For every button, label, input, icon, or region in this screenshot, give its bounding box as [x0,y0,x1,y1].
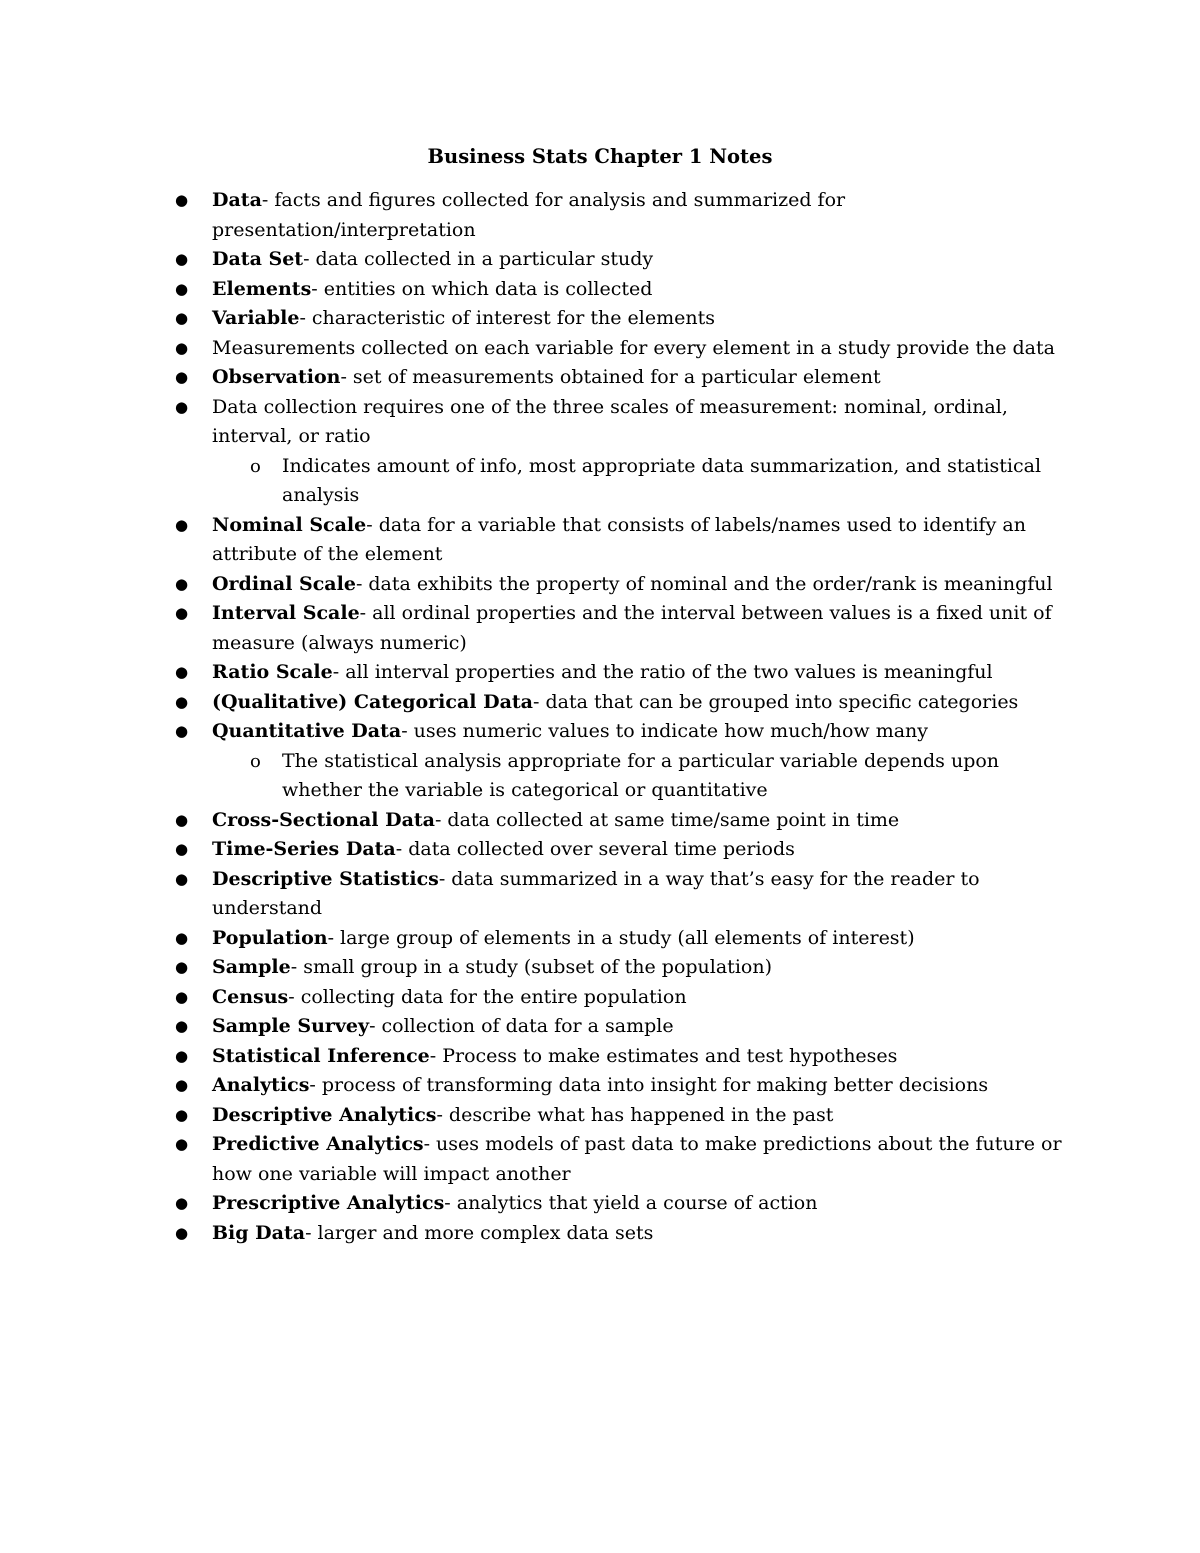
bullet-icon: ● [175,515,189,534]
note-term: Interval Scale [212,602,360,624]
bullet-icon: ● [175,840,189,858]
bullet-icon: ● [175,1017,189,1035]
note-term: Nominal Scale [212,513,367,536]
note-item [175,570,1072,600]
bullet-icon: ● [175,309,189,327]
note-term: Sample Survey [212,1015,370,1037]
note-term: Population [212,926,328,949]
note-item [175,806,1072,836]
note-text: - all interval properties and the ratio of the two values is meaningful [332,661,993,683]
note-item [175,658,1072,688]
note-text: - small group in a study (subset of the population) [290,956,772,978]
note-item [175,835,1072,865]
note-item [175,599,1072,658]
note-item [175,865,1072,924]
note-item [175,511,1072,570]
note-term: Census [212,985,289,1008]
note-term: Data [212,189,262,211]
bullet-icon: ● [175,574,189,593]
sub-notes-list [212,452,1072,511]
sub-notes-list [212,747,1072,806]
bullet-icon: ● [175,1223,189,1242]
note-text: - analytics that yield a course of action [444,1192,818,1214]
note-term: Sample [212,956,291,978]
note-term: (Qualitative) Categorical Data [212,690,533,713]
note-item [175,688,1072,718]
note-item [175,275,1072,305]
note-item [175,393,1072,511]
bullet-icon: ● [175,958,189,976]
note-text: - set of measurements obtained for a particular element [340,366,881,388]
note-item [175,1130,1072,1189]
note-text: - large group of elements in a study (all elements of interest) [327,926,915,949]
note-term: Ordinal Scale [212,572,356,595]
bullet-icon: ● [175,279,189,298]
note-item [175,245,1072,275]
bullet-icon: ● [175,368,189,386]
note-text: - uses numeric values to indicate how much/how many [401,720,929,742]
note-term: Predictive Analytics [212,1133,424,1155]
bullet-icon: ● [175,1105,189,1124]
bullet-icon: ● [175,191,189,209]
bullet-icon: ● [175,1194,189,1212]
note-item [175,363,1072,393]
note-item [175,1189,1072,1219]
bullet-icon: ● [175,722,189,740]
page-title: Business Stats Chapter 1 Notes [427,145,773,168]
note-text: - data collected in a particular study [303,248,654,270]
sub-note-item [250,452,1072,511]
note-term: Prescriptive Analytics [212,1192,445,1214]
bullet-icon: ● [175,1046,189,1065]
note-item [175,1101,1072,1131]
note-text: - all ordinal properties and the interval between values is a fixed unit of measure (always numeric) [212,602,1052,654]
note-item [175,1012,1072,1042]
bullet-icon: ● [175,1076,189,1094]
note-text: - collection of data for a sample [369,1015,674,1037]
note-term: Ratio Scale [212,661,333,683]
circle-bullet-icon: o [250,750,261,772]
note-text: - data collected at same time/same point in time [434,808,900,831]
note-term: Cross-Sectional Data [212,808,435,831]
circle-bullet-icon: o [250,455,261,477]
note-item [175,924,1072,954]
note-item [175,953,1072,983]
note-term: Data Set [212,248,304,270]
note-item [175,304,1072,334]
note-text: - process of transforming data into insight for making better decisions [309,1074,989,1096]
bullet-icon: ● [175,250,189,268]
bullet-icon: ● [175,397,189,416]
note-item [175,717,1072,806]
note-term: Elements [212,277,312,300]
note-term: Analytics [212,1074,310,1096]
bullet-icon: ● [175,1135,189,1153]
bullet-icon: ● [175,338,189,357]
note-text: - collecting data for the entire population [288,985,687,1008]
note-term: Variable [212,307,300,329]
sub-note-item [250,747,1072,806]
note-item [175,1219,1072,1249]
note-term: Quantitative Data [212,720,402,742]
note-item [175,983,1072,1013]
note-text: - data for a variable that consists of labels/names used to identify an attribute of the element [212,513,1026,565]
note-text: - data collected over several time periods [395,838,795,860]
note-text: Measurements collected on each variable for every element in a study provide the data [212,336,1055,359]
bullet-icon: ● [175,810,189,829]
sub-note-text: The statistical analysis appropriate for a particular variable depends upon whether the variable is categorical or quantitative [282,749,1000,801]
bullet-icon: ● [175,692,189,711]
bullet-icon: ● [175,987,189,1006]
note-text: - data summarized in a way that’s easy for the reader to understand [212,867,980,919]
note-item [175,1071,1072,1101]
notes-list [175,186,1072,1248]
note-term: Time-Series Data [212,838,396,860]
note-term: Observation [212,366,341,388]
bullet-icon: ● [175,663,189,681]
note-text: - Process to make estimates and test hypotheses [429,1044,898,1067]
note-item [175,1042,1072,1072]
bullet-icon: ● [175,604,189,622]
note-item [175,186,1072,245]
note-term: Big Data [212,1221,306,1244]
note-text: - describe what has happened in the past [436,1103,834,1126]
note-text: - data that can be grouped into specific categories [533,690,1019,713]
note-term: Statistical Inference [212,1044,430,1067]
note-term: Descriptive Analytics [212,1103,437,1126]
note-text: - facts and figures collected for analysis and summarized for presentation/interpretation [212,189,846,241]
note-text: Data collection requires one of the three scales of measurement: nominal, ordinal, interval, or ratio [212,395,1008,447]
note-term: Descriptive Statistics [212,867,439,890]
note-text: - uses models of past data to make predictions about the future or how one variable will impact another [212,1133,1062,1185]
bullet-icon: ● [175,928,189,947]
note-text: - characteristic of interest for the elements [299,307,716,329]
note-text: - larger and more complex data sets [305,1221,654,1244]
bullet-icon: ● [175,869,189,888]
note-text: - entities on which data is collected [311,277,653,300]
note-text: - data exhibits the property of nominal and the order/rank is meaningful [355,572,1053,595]
sub-note-text: Indicates amount of info, most appropriate data summarization, and statistical analysis [282,454,1042,506]
note-item [175,334,1072,364]
